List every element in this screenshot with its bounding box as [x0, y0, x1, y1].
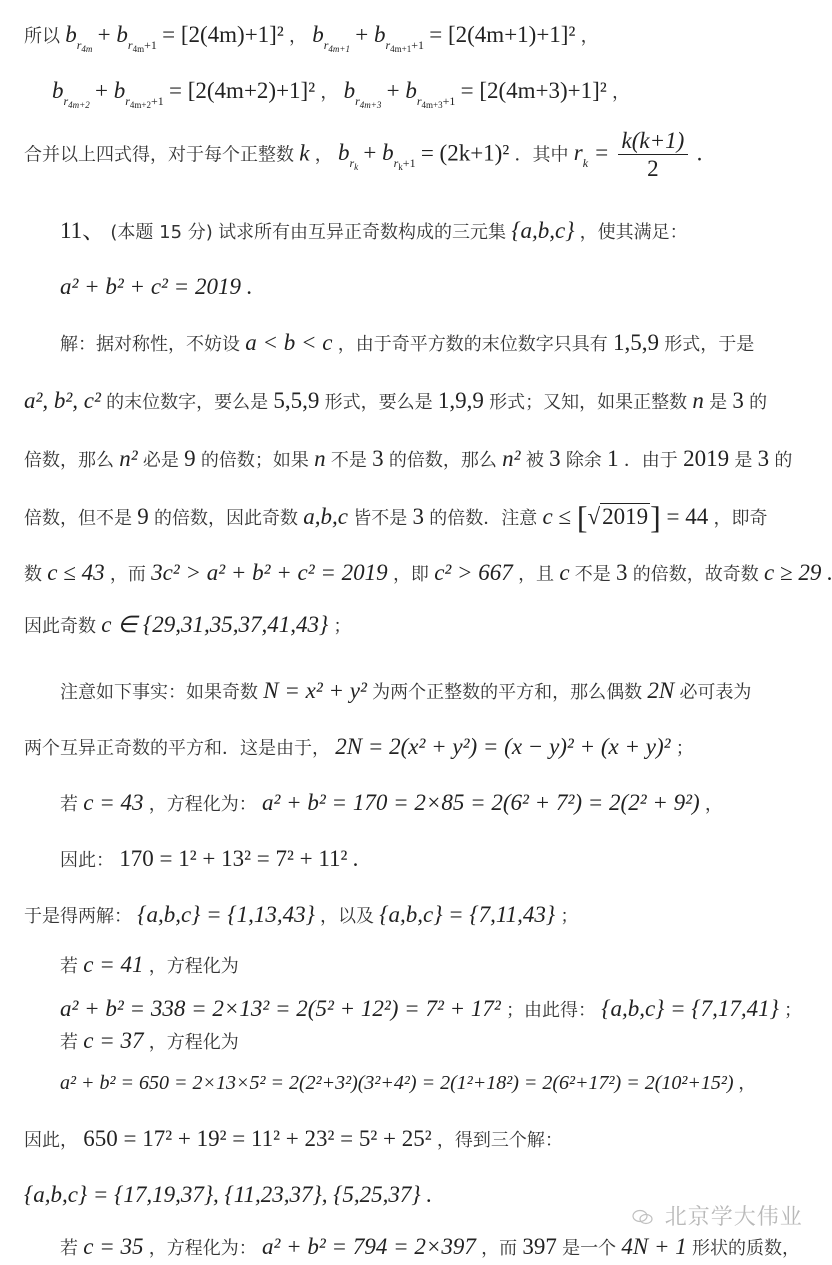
problem-points: (本题 15 分) — [110, 222, 213, 243]
math-term: a,b,c — [303, 504, 348, 529]
problem-number: 11、 — [60, 218, 106, 243]
text: 皆不是 — [353, 508, 408, 529]
math-term: 2N — [647, 678, 675, 703]
math-term: k — [299, 140, 310, 166]
text: 的 — [774, 450, 793, 471]
text: ， — [289, 26, 307, 47]
case-c35-line-1 — [60, 1232, 800, 1264]
text: 形式，要么是 — [324, 392, 433, 413]
text: 形状的质数， — [691, 1238, 800, 1259]
case-c41-line-1 — [60, 950, 239, 982]
text: 若 — [60, 794, 78, 815]
text: ， — [738, 1073, 757, 1094]
math-term: {a,b,c} — [511, 218, 575, 243]
math-equation: 170 = 1² + 13² = 7² + 11² — [119, 846, 348, 871]
derivation-line-3 — [24, 128, 702, 183]
math-equation: a² + b² + c² = 2019 — [60, 274, 241, 299]
math-term: = 44 — [660, 504, 709, 529]
math-term: $b_{r_{4m+2}}$ — [52, 78, 90, 110]
math-term: 5,5,9 — [273, 388, 320, 413]
text: 必可表为 — [679, 682, 752, 703]
math-term: a², b², c² — [24, 388, 101, 413]
math-term: c ∈ {29,31,35,37,41,43} — [101, 612, 329, 637]
text: ，即奇 — [713, 508, 768, 529]
text: . — [246, 274, 252, 299]
math-term: c ≤ — [542, 504, 577, 529]
text: . — [425, 1182, 432, 1207]
text: 若 — [60, 956, 78, 977]
case-c43-line-3 — [24, 900, 578, 932]
text: 不是 — [574, 564, 611, 585]
math-term: n — [692, 388, 704, 413]
fraction-numerator: k(k+1) — [618, 128, 689, 155]
text: 试求所有由互异正奇数构成的三元集 — [218, 222, 507, 243]
text: 所以 — [24, 26, 60, 47]
math-term: 9 — [184, 446, 196, 471]
solution-line-1 — [60, 328, 754, 360]
text: ，以及 — [320, 906, 375, 927]
text: ， — [704, 794, 723, 815]
fraction — [618, 128, 689, 183]
text: 的倍数．注意 — [429, 508, 538, 529]
math-term: n² — [119, 446, 138, 471]
math-term: 3 — [372, 446, 384, 471]
math-solution: {a,b,c} = {7,11,43} — [379, 902, 556, 927]
math-equation: 2N = 2(x² + y²) = (x − y)² + (x + y)² — [335, 734, 671, 759]
math-term: 1,9,9 — [437, 388, 484, 413]
math-equation: = [2(4m+2)+1]² — [169, 78, 316, 103]
math-equation: = (2k+1)² — [420, 140, 510, 166]
math-equation: = [2(4m+3)+1]² — [460, 78, 607, 103]
math-term: 397 — [522, 1234, 557, 1259]
math-term: c ≤ 43 — [47, 560, 105, 585]
case-c43-line-2 — [60, 844, 358, 876]
math-term: 4N + 1 — [621, 1234, 687, 1259]
text: 因此， — [24, 1130, 78, 1151]
math-solution: {a,b,c} = {1,13,43} — [137, 902, 315, 927]
text: ； — [560, 906, 579, 927]
math-equation: 650 = 17² + 19² = 11² + 23² = 5² + 25² — [83, 1126, 432, 1151]
text: ，方程化为 — [148, 1032, 239, 1053]
fraction-denominator: 2 — [647, 156, 659, 181]
text: . — [826, 560, 832, 585]
math-solution: {a,b,c} = {7,17,41} — [601, 996, 779, 1021]
math-equation: a² + b² = 794 = 2×397 — [261, 1234, 476, 1259]
text: ， — [580, 26, 599, 47]
text: ．由于 — [623, 450, 678, 471]
text: ； — [784, 1000, 803, 1021]
math-term: 2019 — [683, 446, 730, 471]
math-term: c² > 667 — [434, 560, 513, 585]
text: . — [696, 140, 703, 166]
math-term: n² — [502, 446, 521, 471]
math-term: $r_k$ = — [573, 140, 610, 171]
text: ，而 — [109, 564, 146, 585]
math-term: 3 — [616, 560, 628, 585]
math-term: a < b < c — [245, 330, 333, 355]
text: ，得到三个解： — [436, 1130, 563, 1151]
solution-line-6 — [24, 610, 351, 642]
math-equation: a² + b² = 650 = 2×13×5² = 2(2²+3²)(3²+4²) = 2(1²+18²) = 2(6²+17²) = 2(10²+15²) — [60, 1072, 734, 1094]
problem-statement — [60, 216, 688, 248]
math-equation: = [2(4m)+1]² — [162, 22, 284, 47]
floor-bracket-right: ] — [650, 499, 661, 535]
solution-line-2 — [24, 386, 767, 418]
text: 倍数，但不是 — [24, 508, 132, 529]
text: ； — [333, 616, 352, 637]
text: 解：据对称性，不妨设 — [60, 334, 240, 355]
text: ．其中 — [514, 144, 569, 166]
derivation-line-1 — [24, 20, 599, 52]
math-term: 9 — [137, 504, 149, 529]
text: 是 — [734, 450, 753, 471]
problem-equation — [60, 272, 252, 302]
math-term: c ≥ 29 — [764, 560, 822, 585]
math-term: + $b_{r_{4m+1}+1}$ — [355, 22, 425, 54]
watermark — [632, 1200, 803, 1231]
text: 的倍数，那么 — [388, 450, 497, 471]
wechat-icon — [632, 1208, 661, 1229]
text: 倍数，那么 — [24, 450, 114, 471]
watermark-text: 北京学大伟业 — [664, 1205, 803, 1230]
math-solution: {a,b,c} = {17,19,37}, {11,23,37}, {5,25,37} — [24, 1182, 421, 1207]
text: ，而 — [481, 1238, 518, 1259]
text: . — [352, 846, 359, 871]
text: 形式，于是 — [664, 334, 755, 355]
sqrt-radicand: 2019 — [602, 504, 649, 529]
text: 的倍数，故奇数 — [632, 564, 759, 585]
math-term: $b_{r_{4m}}$ — [65, 22, 93, 54]
text: 不是 — [330, 450, 367, 471]
text: ，方程化为 — [148, 956, 239, 977]
text: 的倍数；如果 — [200, 450, 309, 471]
text: ， — [320, 82, 339, 103]
math-term: c = 43 — [83, 790, 144, 815]
math-equation: N = x² + y² — [263, 678, 367, 703]
text: 两个互异正奇数的平方和．这是由于， — [24, 738, 330, 759]
case-c43-line-1 — [60, 788, 723, 820]
text: ，即 — [392, 564, 429, 585]
math-term: + $b_{r_{4m}+1}$ — [97, 22, 157, 54]
text: 的 — [749, 392, 768, 413]
math-term: c = 37 — [83, 1028, 144, 1053]
text: 若 — [60, 1238, 78, 1259]
math-term: 3 — [549, 446, 561, 471]
math-term: c = 35 — [83, 1234, 144, 1259]
case-c37-line-4 — [24, 1180, 432, 1210]
math-term: 3 — [412, 504, 424, 529]
text: ； — [675, 738, 694, 759]
math-term: c = 41 — [83, 952, 144, 977]
math-equation: = [2(4m+1)+1]² — [429, 22, 576, 47]
math-term: 1,5,9 — [613, 330, 659, 355]
sqrt-symbol: √ — [587, 504, 601, 529]
math-term: 3 — [757, 446, 770, 471]
text: 因此奇数 — [24, 616, 96, 637]
text: 因此： — [60, 850, 114, 871]
floor-bracket-left: [ — [576, 499, 588, 535]
math-term: $b_{r_{4m+3}}$ — [343, 78, 382, 110]
math-equation: 3c² > a² + b² + c² = 2019 — [151, 560, 388, 585]
text: 形式；又知，如果正整数 — [489, 392, 688, 413]
text: 数 — [24, 564, 42, 585]
case-c41-line-2 — [60, 994, 802, 1026]
math-term: 3 — [732, 388, 744, 413]
text: 是 — [709, 392, 728, 413]
math-term: + $b_{r_{4m+2}+1}$ — [95, 78, 164, 110]
math-term: + $b_{r_k+1}$ — [363, 140, 416, 173]
text: ，由于奇平方数的末位数字只具有 — [337, 334, 608, 355]
text: ，方程化为： — [148, 1238, 257, 1259]
text: ；由此得： — [506, 1000, 597, 1021]
math-term: $b_{r_{4m+1}}$ — [312, 22, 350, 54]
text: 的末位数字，要么是 — [106, 392, 269, 413]
text: 是一个 — [562, 1238, 617, 1259]
text: 若 — [60, 1032, 78, 1053]
case-c37-line-3 — [24, 1124, 563, 1156]
math-equation: a² + b² = 170 = 2×85 = 2(6² + 7²) = 2(2² + 9²) — [261, 790, 700, 815]
solution-line-4 — [24, 499, 768, 535]
text: ，使其满足： — [579, 222, 688, 243]
math-equation: a² + b² = 338 = 2×13² = 2(5² + 12²) = 7² + 17² — [60, 996, 501, 1021]
fact-line-1 — [60, 676, 751, 708]
case-c37-line-1 — [60, 1026, 239, 1058]
text: 除余 — [565, 450, 602, 471]
text: ，且 — [518, 564, 555, 585]
math-term: + $b_{r_{4m+3}+1}$ — [386, 78, 456, 110]
text: 必是 — [142, 450, 179, 471]
math-term: $b_{r_k}$ — [337, 140, 359, 173]
solution-line-5 — [24, 558, 832, 590]
text: 注意如下事实：如果奇数 — [60, 682, 258, 703]
text: 被 — [525, 450, 544, 471]
text: 为两个正整数的平方和，那么偶数 — [372, 682, 643, 703]
text: ， — [611, 82, 630, 103]
fact-line-2 — [24, 732, 694, 764]
text: 的倍数，因此奇数 — [154, 508, 298, 529]
text: ， — [314, 144, 333, 166]
derivation-line-2 — [52, 76, 630, 108]
math-term: 1 — [607, 446, 619, 471]
math-term: c — [559, 560, 570, 585]
text: 合并以上四式得，对于每个正整数 — [24, 144, 294, 166]
math-term: n — [314, 446, 326, 471]
text: ，方程化为： — [148, 794, 257, 815]
text: 于是得两解： — [24, 906, 132, 927]
case-c37-line-2 — [60, 1068, 756, 1099]
solution-line-3 — [24, 444, 792, 476]
